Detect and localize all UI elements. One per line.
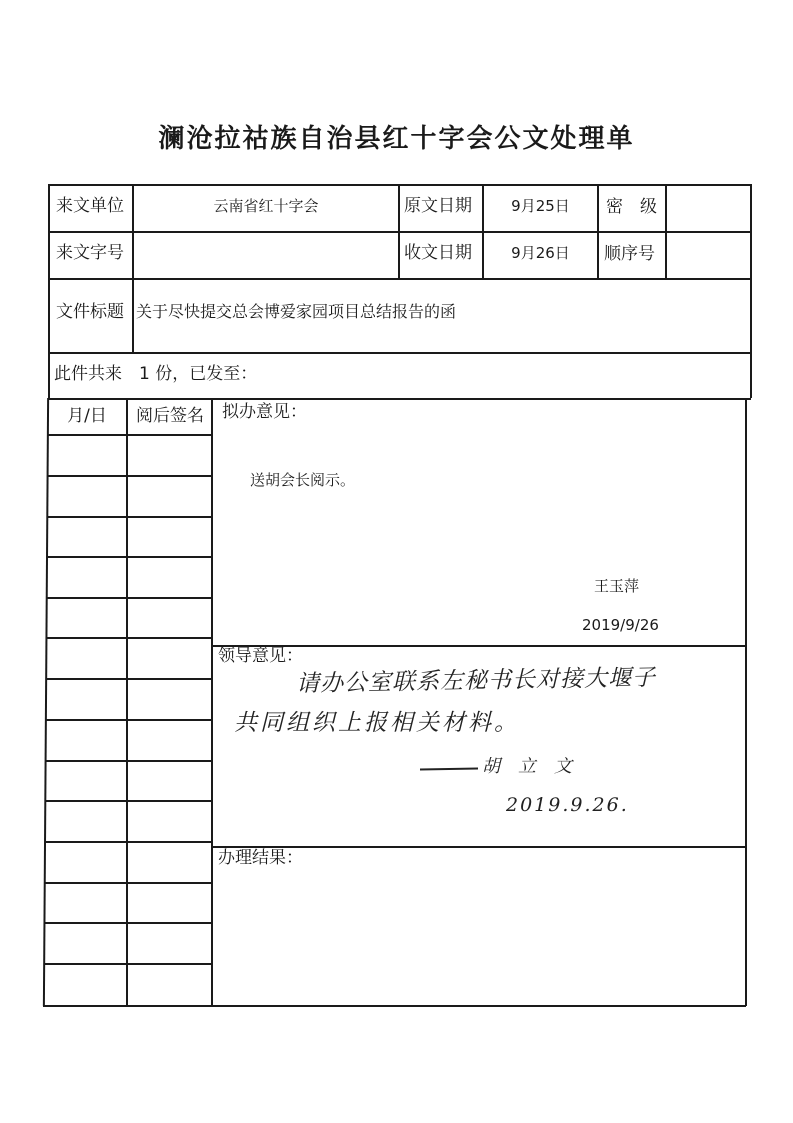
result-label: 办理结果：: [218, 848, 303, 868]
table-rule: [49, 231, 751, 233]
table-border-top: [49, 184, 751, 186]
log-rule: [48, 434, 212, 436]
leader-handwritten-line-1: 请办公室联系左秘书长对接大堰子: [295, 664, 657, 698]
log-rule: [47, 678, 212, 680]
orig-date-value: 9月25日: [511, 197, 570, 215]
draft-opinion-label: 拟办意见：: [222, 402, 307, 422]
table-border-left: [43, 398, 49, 1006]
log-rule: [48, 556, 212, 558]
draft-opinion-text: 送胡会长阅示。: [250, 471, 356, 489]
log-rule: [44, 963, 212, 965]
log-rule: [48, 475, 212, 477]
draft-opinion-signer: 王玉萍: [594, 577, 640, 595]
signature-stroke: [420, 767, 478, 770]
leader-handwritten-line-2: 共同组织上报相关材料。: [234, 710, 520, 736]
source-unit-label: 来文单位: [56, 196, 124, 216]
secret-level-label: 密 级: [606, 197, 657, 217]
table-border-right: [745, 398, 747, 1006]
log-sign-header: 阅后签名: [136, 406, 204, 426]
col-rule: [126, 398, 128, 1006]
table-border-left: [48, 184, 50, 398]
log-rule: [47, 637, 212, 639]
leader-opinion-label: 领导意见：: [218, 646, 303, 666]
log-rule: [46, 719, 212, 721]
table-rule: [49, 278, 751, 280]
doc-title-value: 关于尽快提交总会博爱家园项目总结报告的函: [136, 302, 457, 321]
log-rule: [46, 760, 212, 762]
log-rule: [44, 922, 212, 924]
doc-title-label: 文件标题: [56, 302, 124, 322]
draft-opinion-date: 2019/9/26: [582, 616, 659, 634]
table-rule: [49, 398, 751, 400]
orig-date-label: 原文日期: [404, 196, 472, 216]
table-rule: [49, 352, 751, 354]
copies-distribution: 此件共来 1 份，已发至：: [54, 364, 258, 384]
doc-number-label: 来文字号: [56, 243, 124, 263]
log-rule: [45, 841, 212, 843]
receive-date-label: 收文日期: [404, 243, 472, 263]
log-rule: [45, 800, 212, 802]
table-border-bottom: [43, 1005, 746, 1007]
document-title: 澜沧拉祜族自治县红十字会公文处理单: [158, 124, 635, 154]
col-rule: [665, 184, 667, 278]
source-unit-value: 云南省红十字会: [213, 197, 319, 215]
log-rule: [48, 516, 212, 518]
log-rule: [47, 597, 212, 599]
receive-date-value: 9月26日: [511, 244, 570, 262]
leader-opinion-date: 2019.9.26.: [506, 794, 629, 816]
col-rule: [597, 184, 599, 278]
order-number-label: 顺序号: [604, 244, 655, 264]
log-rule: [45, 882, 212, 884]
col-rule: [398, 184, 400, 278]
table-border-right: [750, 184, 752, 398]
col-rule: [211, 398, 213, 1006]
log-date-header: 月/日: [67, 406, 107, 426]
leader-signature: 胡 立 文: [482, 756, 572, 777]
